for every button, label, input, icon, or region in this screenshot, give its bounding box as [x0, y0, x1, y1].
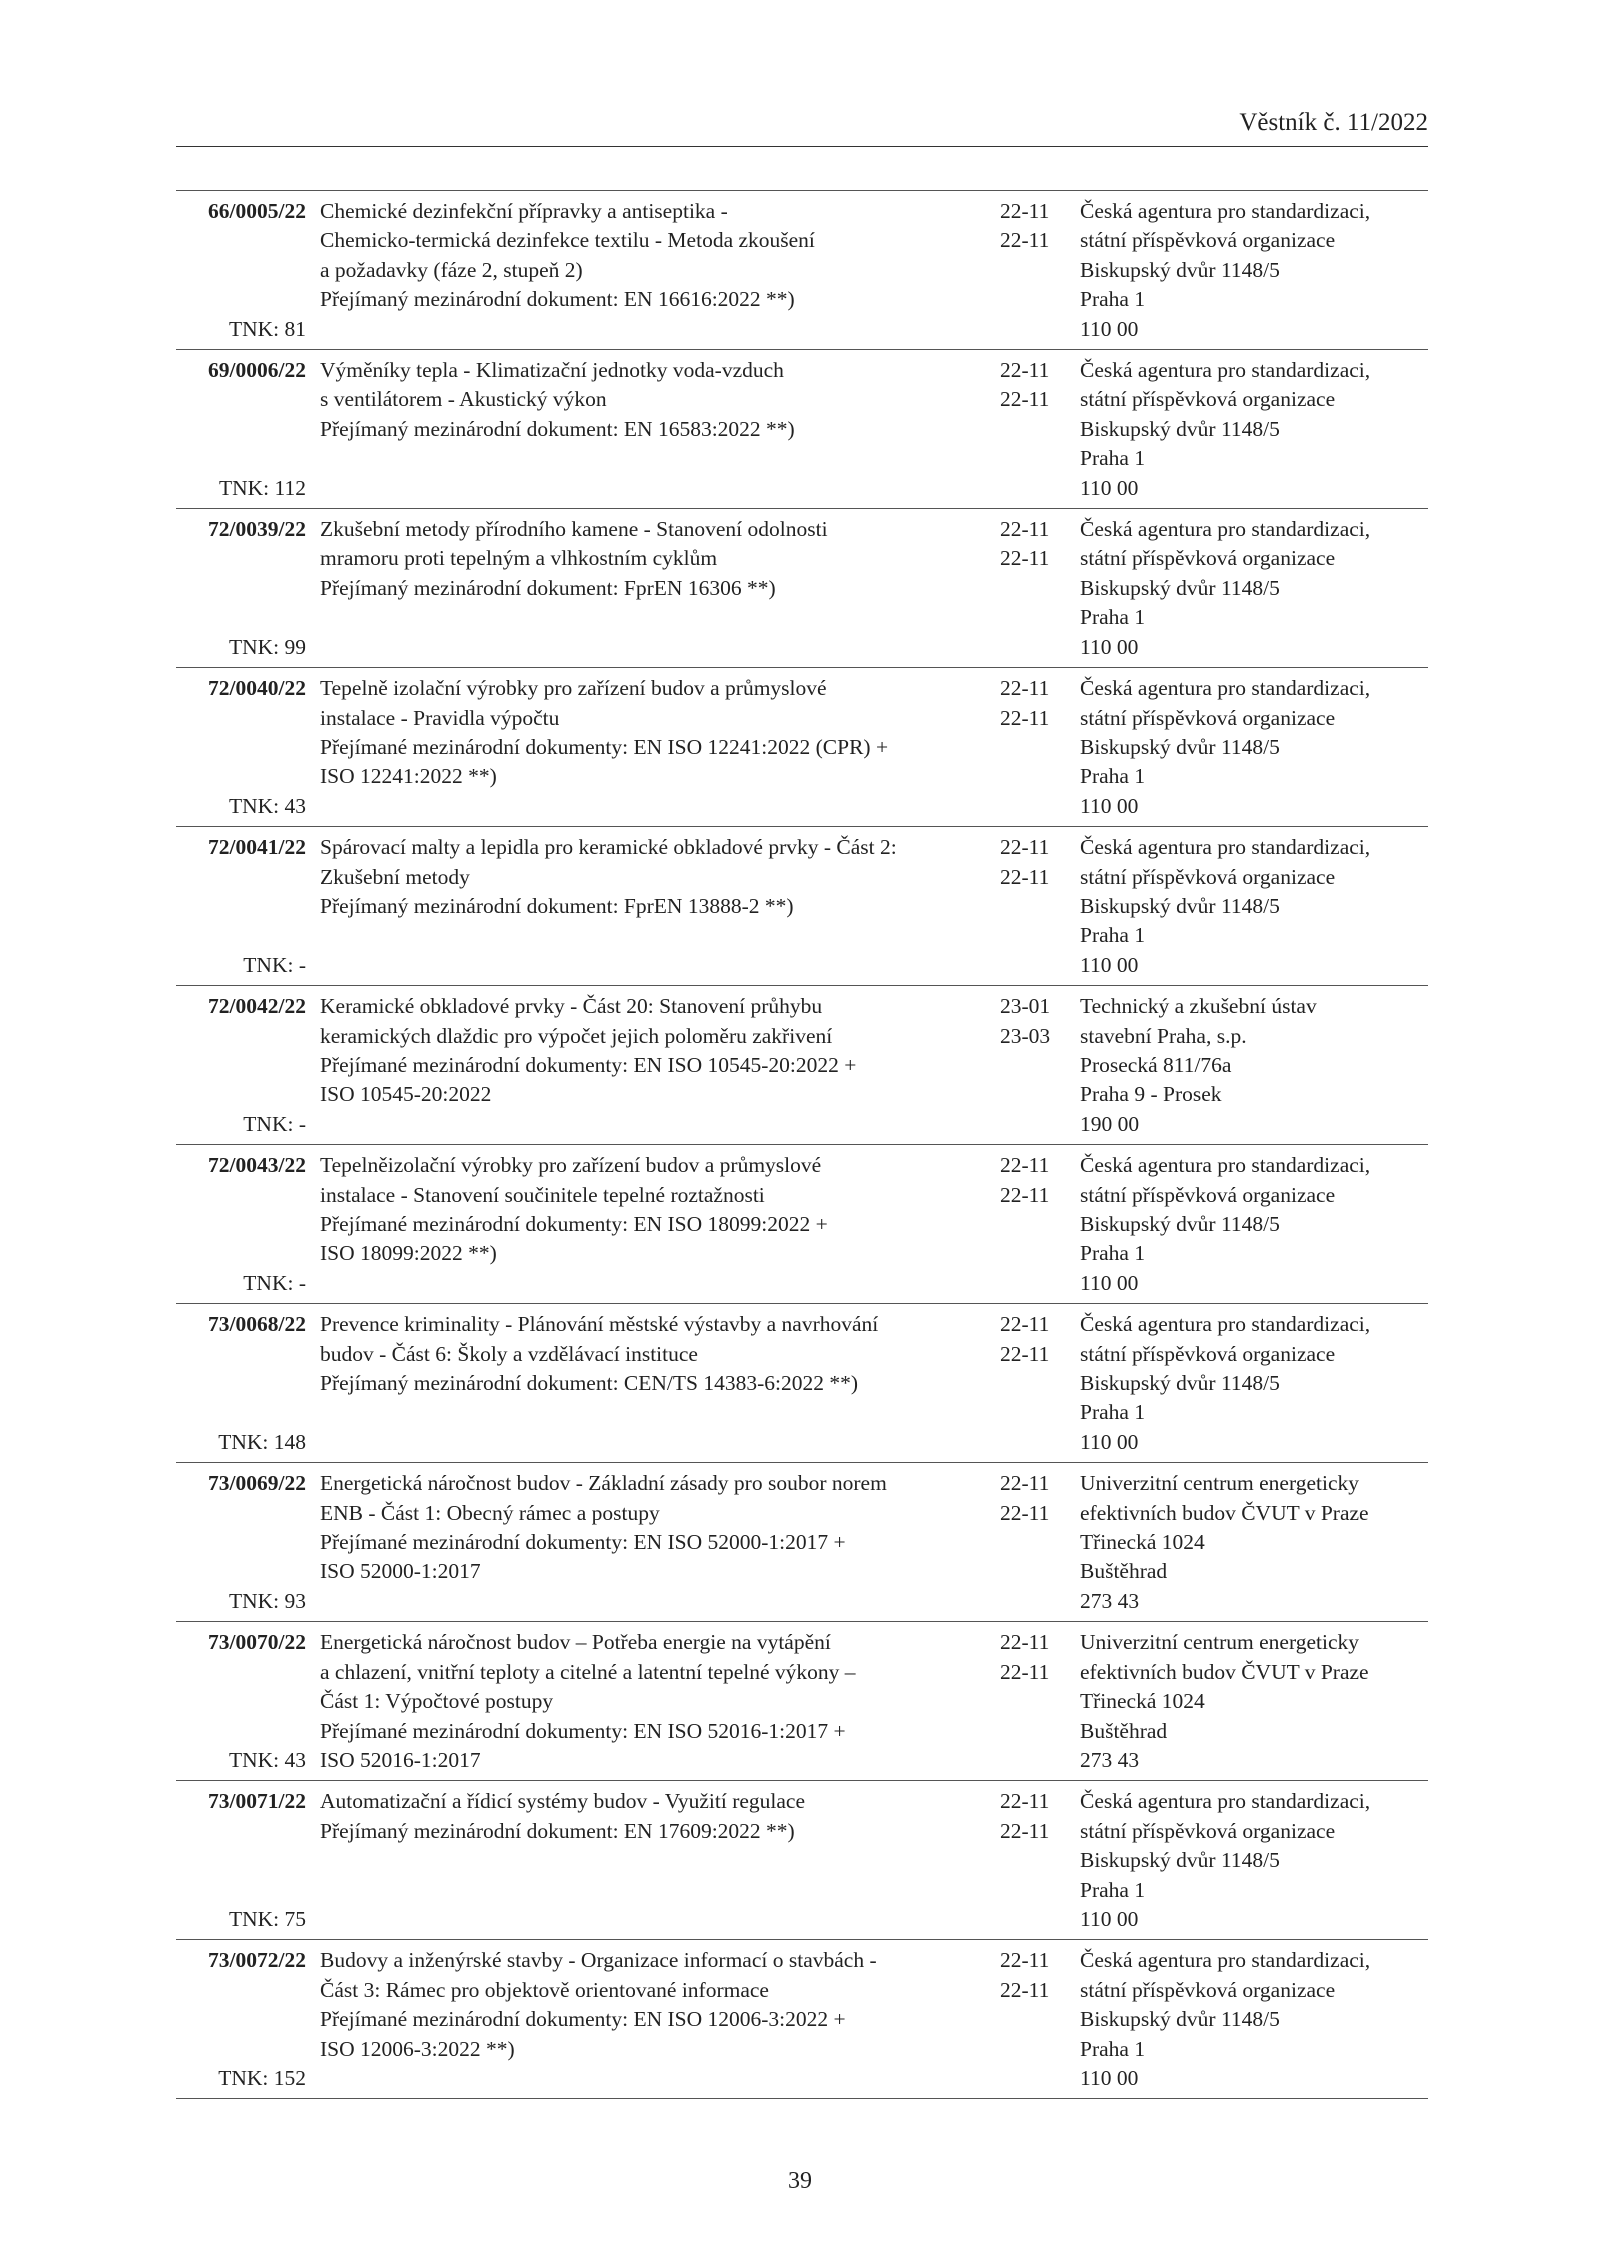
- entry-org-cell: [1080, 515, 1428, 662]
- org-line: Česká agentura pro standardizaci,: [1080, 1153, 1371, 1178]
- entry-dates-cell: [1000, 1469, 1080, 1616]
- date-line: 22-11: [1000, 199, 1050, 223]
- entry-tnk: TNK: 99: [228, 634, 306, 659]
- entry-dates-cell: [1000, 197, 1080, 344]
- title-line: ENB - Část 1: Obecný rámec a postupy: [320, 1500, 660, 1525]
- org-line: Buštěhrad: [1080, 1718, 1168, 1743]
- org-line: Česká agentura pro standardizaci,: [1080, 199, 1371, 223]
- entry-id-cell: [176, 1469, 306, 1616]
- date-line: 22-11: [1000, 228, 1050, 253]
- entry-id-cell: [176, 356, 306, 503]
- date-line: 22-11: [1000, 1818, 1050, 1843]
- entry-id-cell: [176, 515, 306, 662]
- entry-org-cell: [1080, 833, 1428, 980]
- org-line: Buštěhrad: [1080, 1559, 1168, 1584]
- entry-dates-cell: [1000, 1151, 1080, 1298]
- title-line: instalace - Stanovení součinitele tepelné roztažnosti: [320, 1182, 765, 1207]
- org-line: Biskupský dvůr 1148/5: [1080, 893, 1280, 918]
- entry-number: 72/0041/22: [208, 835, 306, 860]
- title-line: Část 3: Rámec pro objektově orientované informace: [320, 1977, 769, 2002]
- standards-table: [176, 190, 1428, 2099]
- date-line: 22-11: [1000, 1630, 1050, 1655]
- entry-number: 73/0069/22: [208, 1471, 306, 1496]
- org-line: 110 00: [1080, 1270, 1139, 1295]
- org-line: 110 00: [1080, 316, 1139, 341]
- entry-org-cell: [1080, 1946, 1428, 2093]
- entry-number: 72/0042/22: [208, 994, 306, 1019]
- title-line: Výměníky tepla - Klimatizační jednotky voda-vzduch: [320, 358, 784, 383]
- org-line: 273 43: [1080, 1588, 1140, 1613]
- entry-org-cell: [1080, 1310, 1428, 1457]
- title-line: Přejímané mezinárodní dokumenty: EN ISO 52000-1:2017 +: [320, 1530, 846, 1555]
- entry-id-cell: [176, 674, 306, 821]
- title-line: ISO 52000-1:2017: [320, 1559, 481, 1584]
- title-line: instalace - Pravidla výpočtu: [320, 705, 560, 730]
- entry-id-cell: [176, 833, 306, 980]
- title-line: Prevence kriminality - Plánování městské výstavby a navrhování: [320, 1312, 879, 1337]
- org-line: Biskupský dvůr 1148/5: [1080, 575, 1280, 600]
- org-line: Biskupský dvůr 1148/5: [1080, 1371, 1280, 1396]
- date-line: 22-11: [1000, 864, 1050, 889]
- org-line: státní příspěvková organizace: [1080, 546, 1336, 571]
- org-line: efektivních budov ČVUT v Praze: [1080, 1500, 1369, 1525]
- table-row: [176, 826, 1428, 985]
- page-number: 39: [788, 2168, 812, 2194]
- entry-title-cell: [306, 515, 1000, 662]
- title-line: Přejímaný mezinárodní dokument: FprEN 16306 **): [320, 575, 776, 600]
- org-line: Biskupský dvůr 1148/5: [1080, 734, 1280, 759]
- date-line: 23-01: [1000, 994, 1051, 1019]
- org-line: 110 00: [1080, 1906, 1139, 1931]
- org-line: 110 00: [1080, 475, 1139, 500]
- entry-org-cell: [1080, 1787, 1428, 1934]
- page-header-title: Věstník č. 11/2022: [1239, 109, 1428, 136]
- org-line: 273 43: [1080, 1747, 1140, 1772]
- date-line: 22-11: [1000, 1977, 1050, 2002]
- title-line: ISO 12241:2022 **): [320, 764, 497, 789]
- entry-number: 72/0043/22: [208, 1153, 306, 1178]
- date-line: 22-11: [1000, 1659, 1050, 1684]
- org-line: Biskupský dvůr 1148/5: [1080, 257, 1280, 282]
- date-line: 22-11: [1000, 1312, 1050, 1337]
- org-line: Biskupský dvůr 1148/5: [1080, 1848, 1280, 1873]
- entry-org-cell: [1080, 356, 1428, 503]
- org-line: státní příspěvková organizace: [1080, 864, 1336, 889]
- entry-org-cell: [1080, 674, 1428, 821]
- entry-dates-cell: [1000, 1946, 1080, 2093]
- org-line: Univerzitní centrum energeticky: [1080, 1471, 1359, 1496]
- org-line: Česká agentura pro standardizaci,: [1080, 1948, 1371, 1973]
- title-line: Přejímané mezinárodní dokumenty: EN ISO 52016-1:2017 +: [320, 1718, 846, 1743]
- entry-tnk: TNK: 43: [228, 793, 306, 818]
- entry-dates-cell: [1000, 356, 1080, 503]
- table-row: [176, 1939, 1428, 2098]
- entry-org-cell: [1080, 1151, 1428, 1298]
- title-line: mramoru proti tepelným a vlhkostním cyklům: [320, 546, 718, 571]
- entry-id-cell: [176, 1310, 306, 1457]
- title-line: Energetická náročnost budov - Základní zásady pro soubor norem: [320, 1471, 887, 1496]
- org-line: 110 00: [1080, 952, 1139, 977]
- org-line: 190 00: [1080, 1111, 1140, 1136]
- entry-id-cell: [176, 1946, 306, 2093]
- title-line: Zkušební metody: [320, 864, 470, 889]
- entry-number: 73/0071/22: [208, 1789, 306, 1814]
- org-line: Třinecká 1024: [1080, 1530, 1205, 1555]
- date-line: 22-11: [1000, 1500, 1050, 1525]
- date-line: 22-11: [1000, 387, 1050, 412]
- entry-dates-cell: [1000, 1787, 1080, 1934]
- title-line: Přejímaný mezinárodní dokument: EN 17609:2022 **): [320, 1818, 795, 1843]
- org-line: státní příspěvková organizace: [1080, 1341, 1336, 1366]
- title-line: Přejímaný mezinárodní dokument: EN 16583:2022 **): [320, 416, 795, 441]
- table-row: [176, 190, 1428, 349]
- org-line: 110 00: [1080, 2065, 1139, 2090]
- title-line: Spárovací malty a lepidla pro keramické obkladové prvky - Část 2:: [320, 835, 897, 860]
- date-line: 22-11: [1000, 358, 1050, 383]
- org-line: státní příspěvková organizace: [1080, 1818, 1336, 1843]
- entry-tnk: TNK: 81: [228, 316, 306, 341]
- org-line: Univerzitní centrum energeticky: [1080, 1630, 1359, 1655]
- entry-title-cell: [306, 1946, 1000, 2093]
- org-line: 110 00: [1080, 793, 1139, 818]
- table-row: [176, 508, 1428, 667]
- org-line: efektivních budov ČVUT v Praze: [1080, 1659, 1369, 1684]
- entry-tnk: TNK: 112: [219, 475, 306, 500]
- entry-title-cell: [306, 197, 1000, 344]
- title-line: a chlazení, vnitřní teploty a citelné a latentní tepelné výkony –: [320, 1659, 856, 1684]
- entry-tnk: TNK: 75: [228, 1906, 306, 1931]
- entry-org-cell: [1080, 1628, 1428, 1775]
- date-line: 22-11: [1000, 1341, 1050, 1366]
- entry-id-cell: [176, 1151, 306, 1298]
- org-line: Česká agentura pro standardizaci,: [1080, 1312, 1371, 1337]
- table-row: [176, 349, 1428, 508]
- title-line: Zkušební metody přírodního kamene - Stanovení odolnosti: [320, 517, 828, 542]
- table-row: [176, 985, 1428, 1144]
- org-line: Česká agentura pro standardizaci,: [1080, 517, 1371, 542]
- date-line: 22-11: [1000, 676, 1050, 701]
- entry-number: 66/0005/22: [208, 199, 306, 223]
- org-line: Česká agentura pro standardizaci,: [1080, 358, 1371, 383]
- title-line: Keramické obkladové prvky - Část 20: Stanovení průhybu: [320, 994, 823, 1019]
- title-line: Přejímané mezinárodní dokumenty: EN ISO 12241:2022 (CPR) +: [320, 734, 889, 759]
- org-line: Praha 1: [1080, 764, 1146, 789]
- entry-number: 72/0039/22: [208, 517, 306, 542]
- org-line: Biskupský dvůr 1148/5: [1080, 1212, 1280, 1236]
- entry-title-cell: [306, 833, 1000, 980]
- entry-dates-cell: [1000, 992, 1080, 1139]
- entry-title-cell: [306, 1469, 1000, 1616]
- entry-tnk: TNK: -: [243, 952, 306, 977]
- title-line: Přejímaný mezinárodní dokument: FprEN 13888-2 **): [320, 893, 794, 918]
- title-line: ISO 18099:2022 **): [320, 1241, 497, 1266]
- entry-tnk: TNK: 43: [228, 1747, 306, 1772]
- org-line: 110 00: [1080, 634, 1139, 659]
- entry-id-cell: [176, 992, 306, 1139]
- title-line: Přejímaný mezinárodní dokument: CEN/TS 14383-6:2022 **): [320, 1371, 859, 1396]
- org-line: Praha 1: [1080, 2036, 1146, 2061]
- date-line: 22-11: [1000, 1948, 1050, 1973]
- org-line: Třinecká 1024: [1080, 1689, 1205, 1714]
- entry-title-cell: [306, 1151, 1000, 1298]
- table-row: [176, 1462, 1428, 1621]
- org-line: Praha 1: [1080, 1400, 1146, 1425]
- org-line: Praha 1: [1080, 1877, 1146, 1902]
- org-line: státní příspěvková organizace: [1080, 705, 1336, 730]
- title-line: Přejímaný mezinárodní dokument: EN 16616:2022 **): [320, 287, 795, 312]
- date-line: 23-03: [1000, 1023, 1051, 1048]
- entry-org-cell: [1080, 197, 1428, 344]
- org-line: Praha 1: [1080, 1241, 1146, 1266]
- table-row: [176, 1303, 1428, 1462]
- entry-title-cell: [306, 1628, 1000, 1775]
- table-row: [176, 1621, 1428, 1780]
- title-line: Chemicko-termická dezinfekce textilu - Metoda zkoušení: [320, 228, 815, 253]
- entry-id-cell: [176, 1628, 306, 1775]
- title-line: Budovy a inženýrské stavby - Organizace informací o stavbách -: [320, 1948, 877, 1973]
- entry-org-cell: [1080, 1469, 1428, 1616]
- title-line: keramických dlaždic pro výpočet jejich poloměru zakřivení: [320, 1023, 833, 1048]
- entry-title-cell: [306, 356, 1000, 503]
- header-divider: [176, 146, 1428, 147]
- date-line: 22-11: [1000, 546, 1050, 571]
- entry-title-cell: [306, 992, 1000, 1139]
- table-row: [176, 1144, 1428, 1303]
- org-line: Praha 1: [1080, 923, 1146, 948]
- title-line: Tepelněizolační výrobky pro zařízení budov a průmyslové: [320, 1153, 822, 1178]
- title-line: ISO 52016-1:2017: [320, 1747, 481, 1772]
- org-line: Biskupský dvůr 1148/5: [1080, 416, 1280, 441]
- title-line: budov - Část 6: Školy a vzdělávací instituce: [320, 1341, 698, 1366]
- date-line: 22-11: [1000, 1471, 1050, 1496]
- entry-title-cell: [306, 1310, 1000, 1457]
- org-line: státní příspěvková organizace: [1080, 1977, 1336, 2002]
- entry-number: 73/0068/22: [208, 1312, 306, 1337]
- org-line: Technický a zkušební ústav: [1080, 994, 1317, 1019]
- entry-tnk: TNK: -: [243, 1111, 306, 1136]
- org-line: Praha 1: [1080, 605, 1146, 630]
- org-line: Česká agentura pro standardizaci,: [1080, 676, 1371, 701]
- title-line: Tepelně izolační výrobky pro zařízení budov a průmyslové: [320, 676, 827, 701]
- title-line: Přejímané mezinárodní dokumenty: EN ISO 12006-3:2022 +: [320, 2007, 846, 2032]
- org-line: Česká agentura pro standardizaci,: [1080, 835, 1371, 860]
- entry-dates-cell: [1000, 1628, 1080, 1775]
- org-line: Praha 9 - Prosek: [1080, 1082, 1222, 1107]
- date-line: 22-11: [1000, 1182, 1050, 1207]
- title-line: ISO 10545-20:2022: [320, 1082, 492, 1107]
- entry-title-cell: [306, 1787, 1000, 1934]
- entry-number: 72/0040/22: [208, 676, 306, 701]
- entry-dates-cell: [1000, 674, 1080, 821]
- entry-tnk: TNK: 148: [218, 1429, 306, 1454]
- entry-id-cell: [176, 197, 306, 344]
- org-line: státní příspěvková organizace: [1080, 1182, 1336, 1207]
- title-line: Energetická náročnost budov – Potřeba energie na vytápění: [320, 1630, 831, 1655]
- date-line: 22-11: [1000, 517, 1050, 542]
- org-line: státní příspěvková organizace: [1080, 228, 1336, 253]
- date-line: 22-11: [1000, 1153, 1050, 1178]
- entry-org-cell: [1080, 992, 1428, 1139]
- org-line: Česká agentura pro standardizaci,: [1080, 1789, 1371, 1814]
- entry-number: 69/0006/22: [208, 358, 306, 383]
- title-line: a požadavky (fáze 2, stupeň 2): [320, 257, 583, 282]
- entry-dates-cell: [1000, 833, 1080, 980]
- entry-id-cell: [176, 1787, 306, 1934]
- org-line: Praha 1: [1080, 287, 1146, 312]
- org-line: stavební Praha, s.p.: [1080, 1023, 1247, 1048]
- title-line: Automatizační a řídicí systémy budov - Využití regulace: [320, 1789, 806, 1814]
- entry-tnk: TNK: 93: [228, 1588, 306, 1613]
- org-line: 110 00: [1080, 1429, 1139, 1454]
- org-line: Prosecká 811/76a: [1080, 1052, 1232, 1077]
- entry-number: 73/0070/22: [208, 1630, 306, 1655]
- title-line: Část 1: Výpočtové postupy: [320, 1689, 554, 1714]
- org-line: Biskupský dvůr 1148/5: [1080, 2007, 1280, 2032]
- entry-dates-cell: [1000, 1310, 1080, 1457]
- entry-tnk: TNK: 152: [218, 2065, 306, 2090]
- entry-number: 73/0072/22: [208, 1948, 306, 1973]
- entry-tnk: TNK: -: [243, 1270, 306, 1295]
- date-line: 22-11: [1000, 835, 1050, 860]
- date-line: 22-11: [1000, 1789, 1050, 1814]
- org-line: Praha 1: [1080, 446, 1146, 471]
- entry-title-cell: [306, 674, 1000, 821]
- table-row: [176, 1780, 1428, 1939]
- entry-dates-cell: [1000, 515, 1080, 662]
- org-line: státní příspěvková organizace: [1080, 387, 1336, 412]
- title-line: Přejímané mezinárodní dokumenty: EN ISO 18099:2022 +: [320, 1212, 828, 1236]
- date-line: 22-11: [1000, 705, 1050, 730]
- title-line: s ventilátorem - Akustický výkon: [320, 387, 607, 412]
- table-row: [176, 667, 1428, 826]
- title-line: Chemické dezinfekční přípravky a antiseptika -: [320, 199, 728, 223]
- title-line: Přejímané mezinárodní dokumenty: EN ISO 10545-20:2022 +: [320, 1052, 857, 1077]
- title-line: ISO 12006-3:2022 **): [320, 2036, 515, 2061]
